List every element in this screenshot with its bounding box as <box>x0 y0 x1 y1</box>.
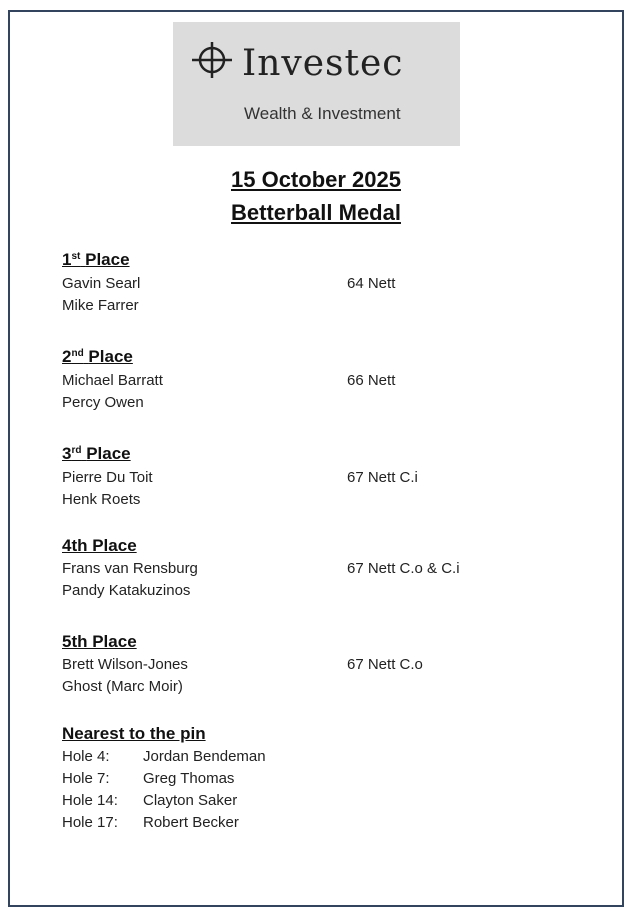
pin-winner-name: Robert Becker <box>143 814 239 831</box>
pin-winner-name: Clayton Saker <box>143 792 238 809</box>
place-5-player-2: Ghost (Marc Moir) <box>62 678 183 695</box>
place-heading-4: 4th Place <box>62 536 137 555</box>
place-1-score: 64 Nett <box>347 275 396 292</box>
event-date: 15 October 2025 <box>231 167 401 192</box>
pin-hole-label: Hole 4: <box>62 748 110 765</box>
place-3-player-1: Pierre Du Toit <box>62 469 153 486</box>
investec-crosshair-icon <box>192 40 232 80</box>
place-1-player-2: Mike Farrer <box>62 297 139 314</box>
event-name: Betterball Medal <box>231 200 401 225</box>
place-4-player-1: Frans van Rensburg <box>62 560 198 577</box>
nearest-pin-heading: Nearest to the pin <box>62 724 206 743</box>
place-5-score: 67 Nett C.o <box>347 656 423 673</box>
pin-hole-label: Hole 14: <box>62 792 118 809</box>
place-heading-5: 5th Place <box>62 632 137 651</box>
place-heading-2: 2nd Place <box>62 347 133 366</box>
place-1-player-1: Gavin Searl <box>62 275 141 292</box>
place-3-score: 67 Nett C.i <box>347 469 418 486</box>
logo-subtitle: Wealth & Investment <box>244 104 401 123</box>
place-4-player-2: Pandy Katakuzinos <box>62 582 191 599</box>
place-2-player-1: Michael Barratt <box>62 372 163 389</box>
pin-hole-label: Hole 7: <box>62 770 110 787</box>
place-4-score: 67 Nett C.o & C.i <box>347 560 460 577</box>
pin-winner-name: Jordan Bendeman <box>143 748 266 765</box>
pin-winner-name: Greg Thomas <box>143 770 235 787</box>
logo-brand: Investec <box>242 43 404 84</box>
place-2-score: 66 Nett <box>347 372 396 389</box>
pin-hole-label: Hole 17: <box>62 814 118 831</box>
place-5-player-1: Brett Wilson-Jones <box>62 656 188 673</box>
place-2-player-2: Percy Owen <box>62 394 144 411</box>
place-heading-1: 1st Place <box>62 250 130 269</box>
place-3-player-2: Henk Roets <box>62 491 141 508</box>
place-heading-3: 3rd Place <box>62 444 131 463</box>
